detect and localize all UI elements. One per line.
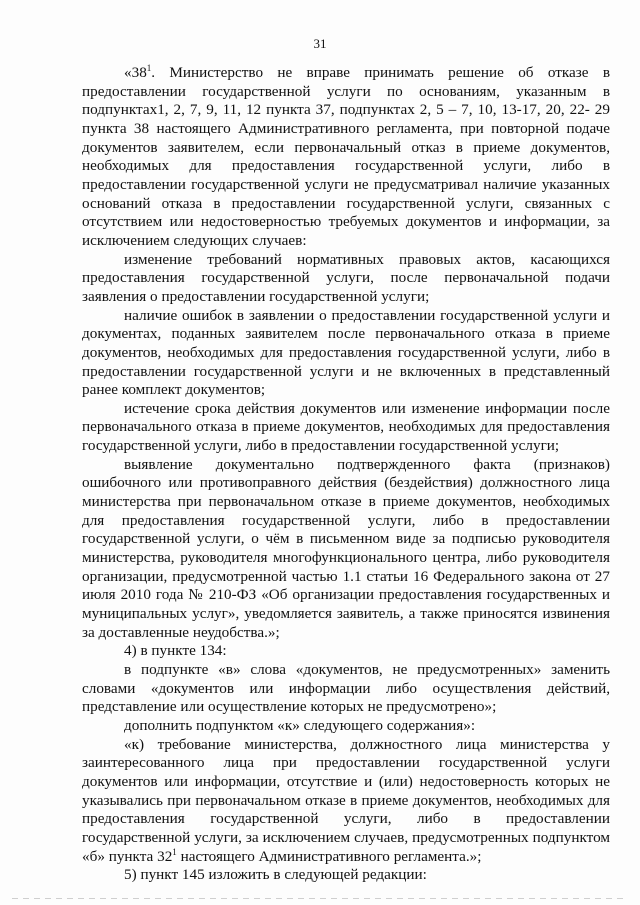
item-4-heading: 4) в пункте 134: — [124, 642, 227, 660]
paragraph-38-1 — [82, 64, 610, 251]
paragraph-text: «38 — [124, 64, 147, 81]
paragraph-text: настоящего Административного регламента.»; — [176, 847, 482, 865]
item-5-heading: 5) пункт 145 изложить в следующей редакции: — [124, 866, 427, 884]
paragraph-text: «к) требование министерства, должностного лица министерства у заинтересованного лица при предоставлении государственной услуги документов или информации, отсутствие и (или) недостоверность которых не указывались при первоначальном отказе в приеме документов, необходимых для предоставления государственной услуги, либо в предоставлении государственной услуги, за исключением случаев, предусмотренных подпунктом «б» пункта 32 — [82, 735, 610, 865]
exception-item: изменение требований нормативных правовых актов, касающихся предоставления государственной услуги, после первоначальной подачи заявления о предоставлении государственной услуги; — [82, 250, 610, 305]
subitem-k — [82, 736, 610, 867]
superscript: 1 — [172, 846, 177, 857]
superscript: 1 — [146, 62, 152, 73]
subitem-k-intro: дополнить подпунктом «к» следующего содержания»: — [124, 716, 476, 734]
exception-item: истечение срока действия документов или изменение информации после первоначального отказа в приеме документов, необходимых для предоставления государственной услуги, либо в предоставлении государственной услуги; — [82, 399, 610, 455]
paragraph-text: . Министерство не вправе принимать решение об отказе в предоставлении государственной услуги по основаниям, указанным в подпунктах1, 2, 7, 9, 11, 12 пункта 37, подпунктах 2, 5 – 7, 10, 13-17, 20, 22- 29 пункта 38 настоящего Административного регламента, при повторной подаче документов заявителем, если первоначальный отказ в приеме документов, необходимых для предоставления государственной услуги, либо в предоставлении государственной услуги не предусматривал наличие указанных оснований отказа в предоставлении государственной услуги, связанных с отсутствием или недостоверностью требуемых документов и информации, за исключением следующих случаев: — [82, 64, 610, 249]
scan-bottom-edge — [12, 898, 628, 899]
document-body — [82, 64, 610, 885]
subitem-v: в подпункте «в» слова «документов, не предусмотренных» заменить словами «документов или информации либо осуществления действий, представление или осуществление которых не предусмотрено»; — [82, 661, 610, 716]
page-number: 31 — [313, 36, 327, 51]
exception-item: наличие ошибок в заявлении о предоставлении государственной услуги и документах, поданных заявителем после первоначального отказа в приеме документов, необходимых для предоставления государственной услуги, либо в предоставлении государственной услуги и не включенных в представленный ранее комплект документов; — [82, 306, 610, 399]
exception-item: выявление документально подтвержденного факта (признаков) ошибочного или противоправного действия (бездействия) должностного лица министерства при первоначальном отказе в приеме документов, необходимых для предоставления государственной услуги, либо в предоставлении государственной услуги, о чём в письменном виде за подписью руководителя министерства, руководителя многофункционального центра, либо руководителя организации, предусмотренной частью 1.1 статьи 16 Федерального закона от 27 июля 2010 года № 210-ФЗ «Об организации предоставления государственных и муниципальных услуг», уведомляется заявитель, а также приносятся извинения за доставленные неудобства.»; — [82, 455, 610, 641]
